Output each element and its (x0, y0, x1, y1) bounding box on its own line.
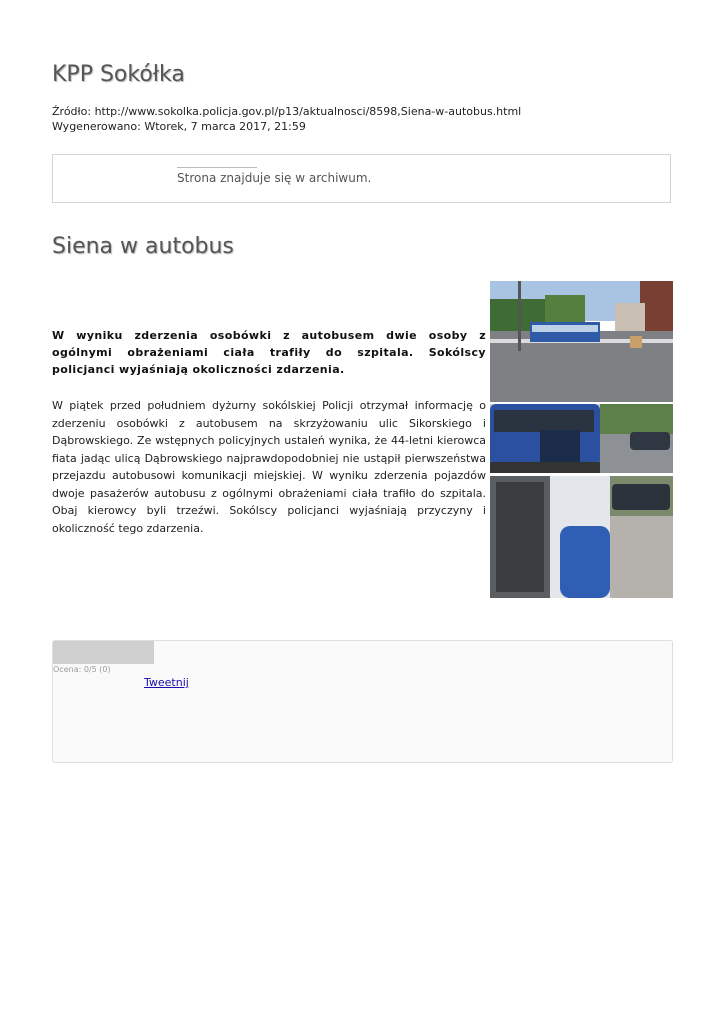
rating-stars-bar[interactable] (53, 641, 154, 664)
archive-notice-box (52, 154, 671, 203)
tweet-link[interactable]: Tweetnij (144, 676, 189, 689)
article-lead: W wyniku zderzenia osobówki z autobusem dwie osoby z ogólnymi obrażeniami ciała trafiły do szpitala. Sokólscy policjanci wyjaśniają okoliczności zdarzenia. (52, 329, 486, 376)
photo-intersection[interactable] (490, 281, 673, 402)
photo-bus-front[interactable] (490, 404, 673, 473)
generated-date: Wygenerowano: Wtorek, 7 marca 2017, 21:59 (52, 120, 306, 133)
rating-text: Ocena: 0/5 (0) (53, 665, 111, 674)
archive-notice: Strona znajduje się w archiwum. (177, 171, 372, 185)
article-body: W piątek przed południem dyżurny sokólskiej Policji otrzymał informację o zderzeniu osobówki z autobusem na skrzyżowaniu ulic Sikorskiego i Dąbrowskiego. Ze wstępnych policyjnych ustaleń wynika, że 44-letni kierowca fiata jadąc ulicą Dąbrowskiego najprawdopodobniej nie ustąpił pierwszeństwa przejazdu autobusowi komunikacji miejskiej. W wyniku zderzenia pojazdów dwoje pasażerów autobusu z ogólnymi obrażeniami ciała trafiło do szpitala. Obaj kierowcy byli trzeźwi. Sokólscy policjanci wyjaśniają przyczyny i okoliczność tego zdarzenia. (52, 399, 486, 535)
rating-panel (52, 640, 673, 763)
archive-divider (177, 167, 257, 168)
site-title: KPP Sokółka (52, 62, 185, 87)
article-title: Siena w autobus (52, 234, 234, 259)
document-meta (52, 104, 521, 134)
photo-bus-door[interactable] (490, 476, 673, 598)
source-url: Źródło: http://www.sokolka.policja.gov.pl/p13/aktualnosci/8598,Siena-w-autobus.html (52, 105, 522, 118)
